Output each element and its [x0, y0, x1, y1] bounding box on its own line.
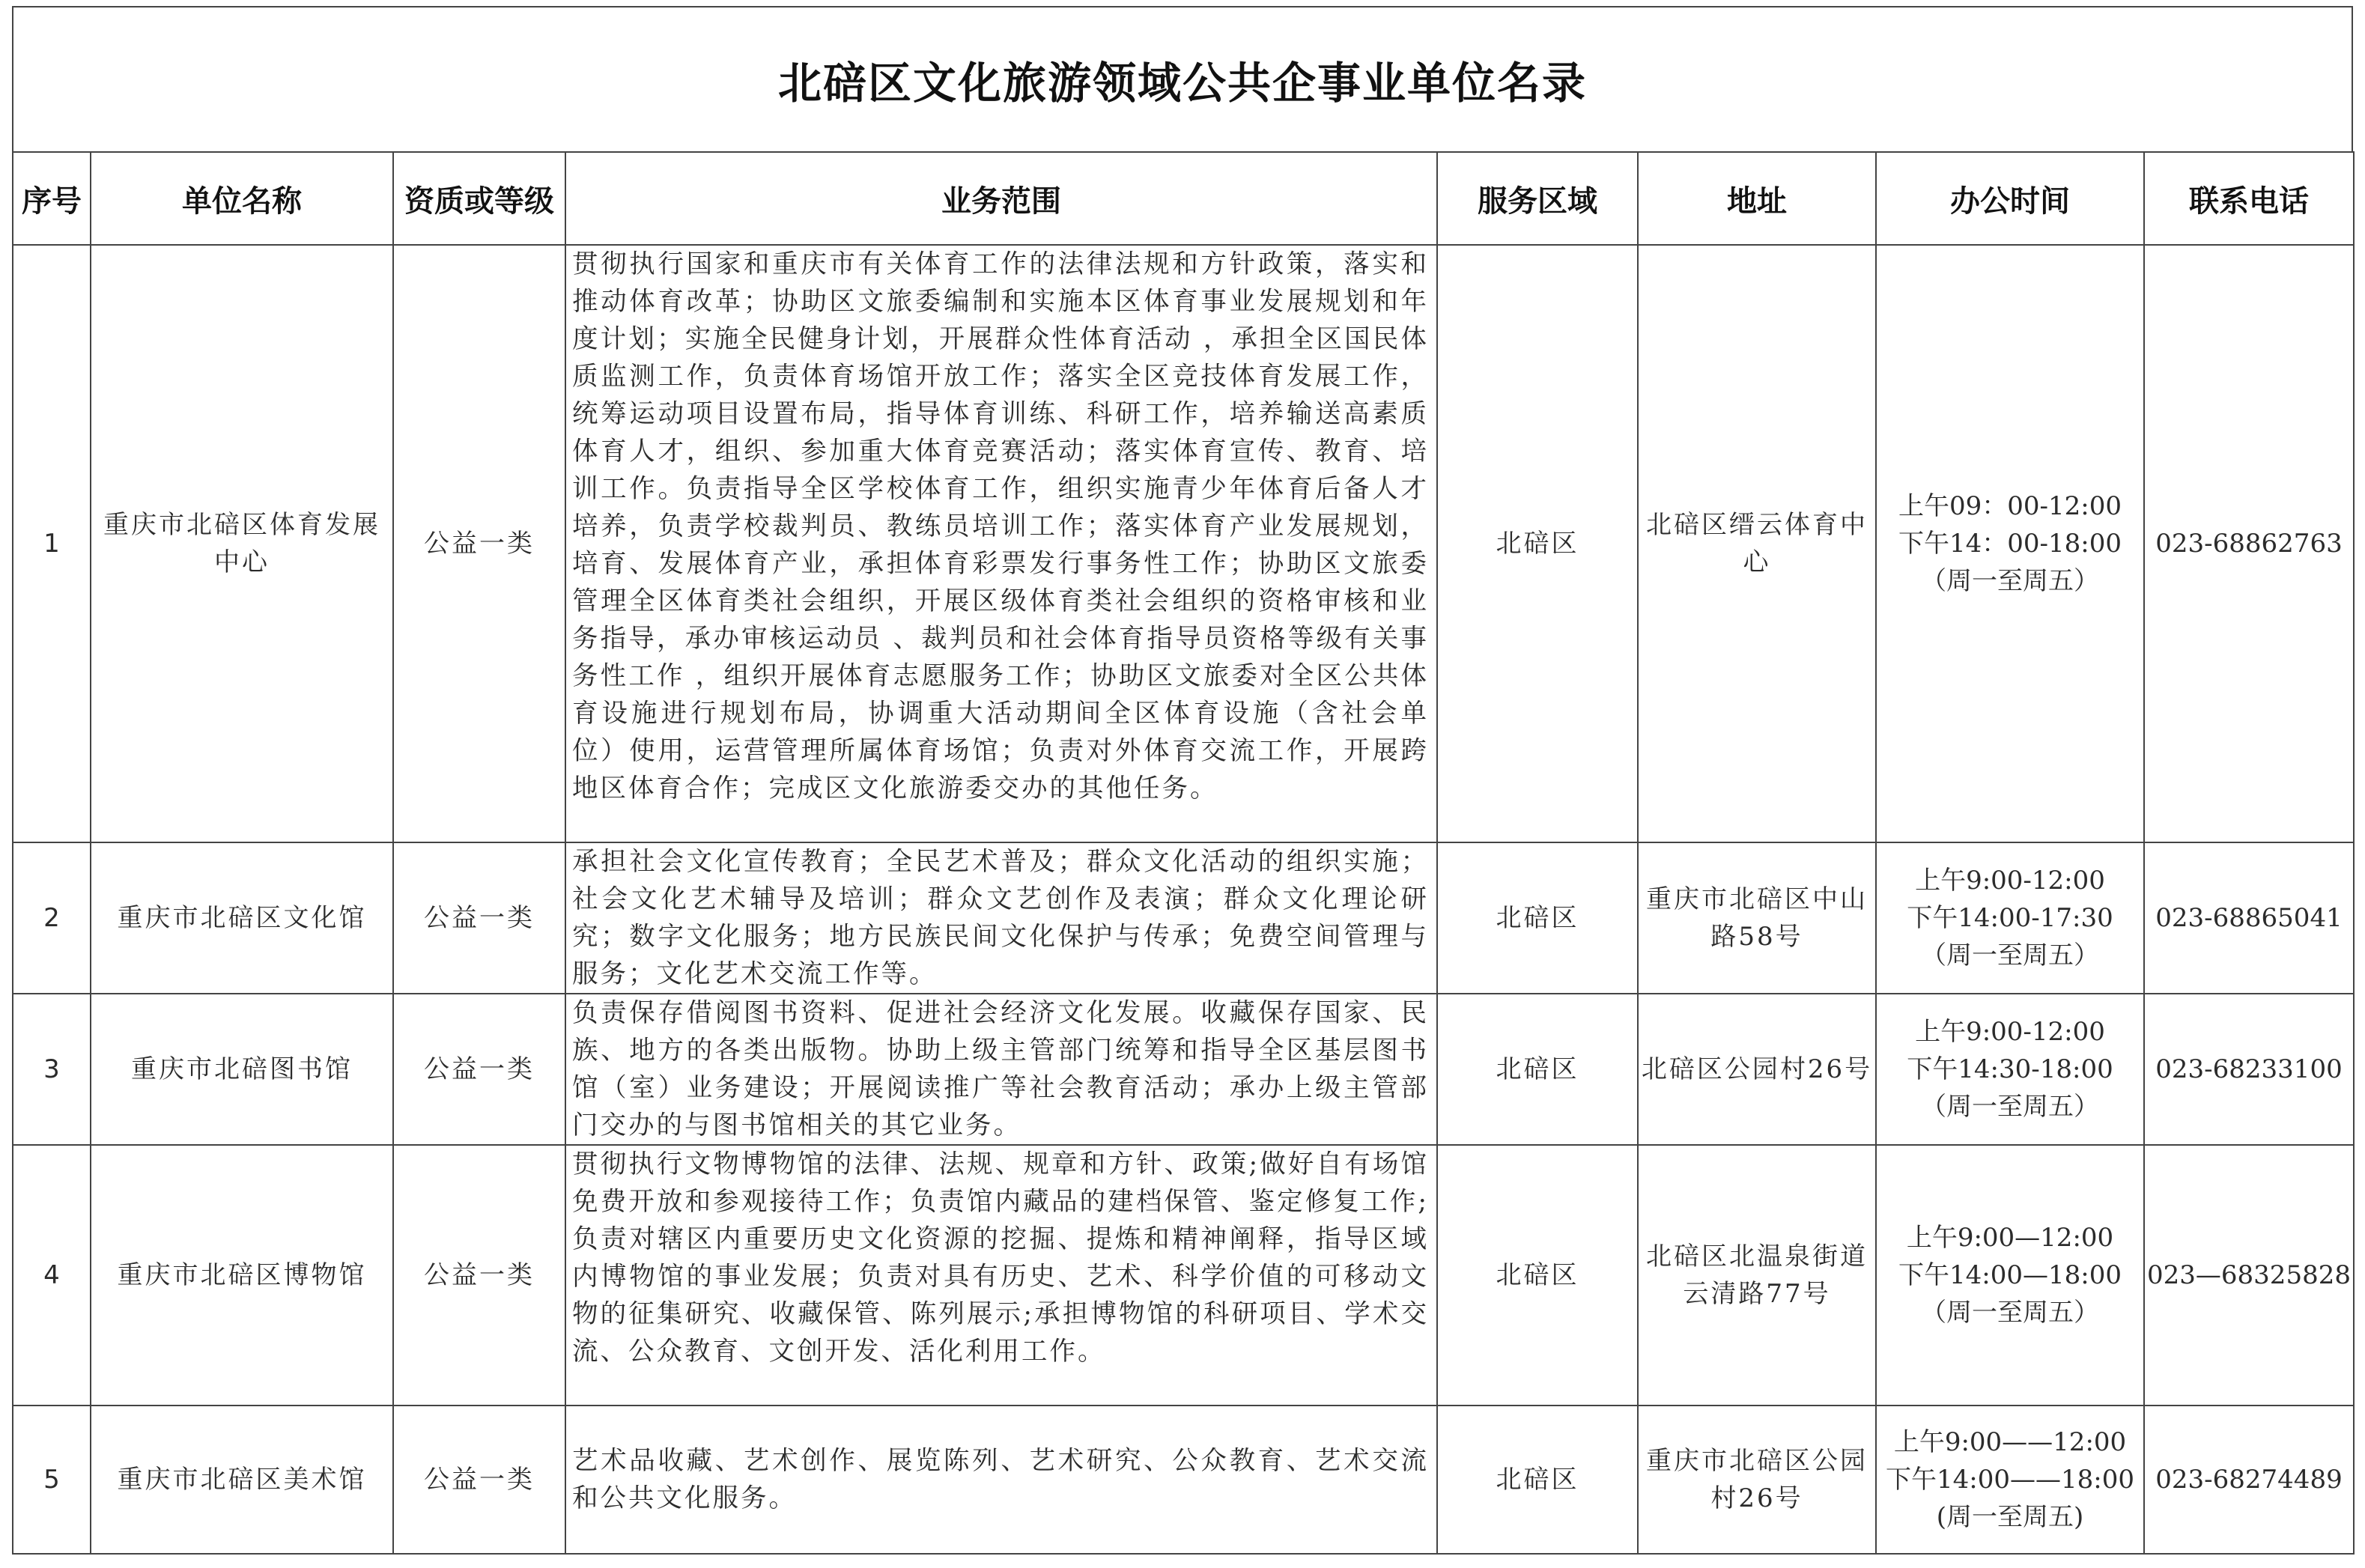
header-address: 地址 [1638, 152, 1876, 245]
header-hours: 办公时间 [1876, 152, 2144, 245]
hours-afternoon: 下午14:00—18:00 [1898, 1260, 2122, 1290]
table-row [13, 1406, 2354, 1554]
contact-phone: 023-68862763 [2144, 245, 2354, 842]
unit-name: 重庆市北碚区体育发展中心 [91, 245, 393, 842]
service-area: 北碚区 [1437, 1145, 1638, 1406]
header-index: 序号 [13, 152, 91, 245]
unit-name: 重庆市北碚图书馆 [91, 994, 393, 1145]
unit-scope: 贯彻执行国家和重庆市有关体育工作的法律法规和方针政策，落实和推动体育改革；协助区文旅委编制和实施本区体育事业发展规划和年度计划；实施全民健身计划，开展群众性体育活动 ，承担全区国民体质监测工作，负责体育场馆开放工作；落实全区竞技体育发展工作，统筹运动项目设置布局，指导体育训练、科研工作，培养输送高素质体育人才，组织、参加重大体育竞赛活动；落实体育宣传、教育、培训工作。负责指导全区学校体育工作，组织实施青少年体育后备人才培养，负责学校裁判员、教练员培训工作；落实体育产业发展规划，培育、发展体育产业，承担体育彩票发行事务性工作；协助区文旅委管理全区体育类社会组织，开展区级体育类社会组织的资格审核和业务指导，承办审核运动员 、裁判员和社会体育指导员资格等级有关事务性工作 ，组织开展体育志愿服务工作；协助区文旅委对全区公共体育设施进行规划布局，协调重大活动期间全区体育设施（含社会单位）使用，运营管理所属体育场馆；负责对外体育交流工作，开展跨地区体育合作；完成区文化旅游委交办的其他任务。 [565, 245, 1437, 842]
service-area: 北碚区 [1437, 1406, 1638, 1554]
unit-scope: 负责保存借阅图书资料、促进社会经济文化发展。收藏保存国家、民族、地方的各类出版物。协助上级主管部门统筹和指导全区基层图书馆（室）业务建设；开展阅读推广等社会教育活动；承办上级主管部门交办的与图书馆相关的其它业务。 [565, 994, 1437, 1145]
hours-days: （周一至周五） [1921, 1092, 2099, 1122]
unit-address: 北碚区公园村26号 [1638, 994, 1876, 1145]
contact-phone: 023-68865041 [2144, 842, 2354, 994]
hours-days: (周一至周五) [1936, 1502, 2084, 1532]
hours-morning: 上午9:00——12:00 [1893, 1427, 2127, 1457]
contact-phone: 023—68325828 [2144, 1145, 2354, 1406]
office-hours [1876, 994, 2144, 1145]
office-hours [1876, 1145, 2144, 1406]
unit-address: 北碚区缙云体育中心 [1638, 245, 1876, 842]
unit-name: 重庆市北碚区文化馆 [91, 842, 393, 994]
hours-morning: 上午9:00-12:00 [1915, 1017, 2105, 1047]
header-name: 单位名称 [91, 152, 393, 245]
unit-level: 公益一类 [393, 1406, 565, 1554]
unit-scope: 艺术品收藏、艺术创作、展览陈列、艺术研究、公众教育、艺术交流和公共文化服务。 [565, 1406, 1437, 1554]
table-row [13, 842, 2354, 994]
hours-afternoon: 下午14:30-18:00 [1907, 1054, 2113, 1084]
header-area: 服务区域 [1437, 152, 1638, 245]
unit-level: 公益一类 [393, 1145, 565, 1406]
office-hours [1876, 1406, 2144, 1554]
header-level: 资质或等级 [393, 152, 565, 245]
unit-level: 公益一类 [393, 842, 565, 994]
page-title: 北碚区文化旅游领域公共企事业单位名录 [777, 58, 1587, 109]
table-row [13, 1145, 2354, 1406]
header-phone: 联系电话 [2144, 152, 2354, 245]
table-row [13, 994, 2354, 1145]
row-index: 5 [13, 1406, 91, 1554]
contact-phone: 023-68274489 [2144, 1406, 2354, 1554]
row-index: 1 [13, 245, 91, 842]
row-index: 3 [13, 994, 91, 1145]
unit-level: 公益一类 [393, 245, 565, 842]
unit-scope: 贯彻执行文物博物馆的法律、法规、规章和方针、政策;做好自有场馆免费开放和参观接待工作；负责馆内藏品的建档保管、鉴定修复工作;负责对辖区内重要历史文化资源的挖掘、提炼和精神阐释，指导区域内博物馆的事业发展；负责对具有历史、艺术、科学价值的可移动文物的征集研究、收藏保管、陈列展示;承担博物馆的科研项目、学术交流、公众教育、文创开发、活化利用工作。 [565, 1145, 1437, 1406]
hours-days: （周一至周五） [1921, 1298, 2099, 1328]
header-row [13, 152, 2354, 245]
hours-afternoon: 下午14：00-18:00 [1898, 529, 2122, 559]
unit-address: 重庆市北碚区中山路58号 [1638, 842, 1876, 994]
hours-morning: 上午9:00—12:00 [1906, 1223, 2114, 1253]
row-index: 2 [13, 842, 91, 994]
service-area: 北碚区 [1437, 994, 1638, 1145]
office-hours [1876, 245, 2144, 842]
office-hours [1876, 842, 2144, 994]
title-bar [12, 6, 2353, 151]
unit-name: 重庆市北碚区博物馆 [91, 1145, 393, 1406]
unit-scope: 承担社会文化宣传教育；全民艺术普及；群众文化活动的组织实施；社会文化艺术辅导及培训；群众文艺创作及表演；群众文化理论研究；数字文化服务；地方民族民间文化保护与传承；免费空间管理与服务；文化艺术交流工作等。 [565, 842, 1437, 994]
hours-days: （周一至周五） [1921, 566, 2099, 596]
header-scope: 业务范围 [565, 152, 1437, 245]
contact-phone: 023-68233100 [2144, 994, 2354, 1145]
unit-level: 公益一类 [393, 994, 565, 1145]
hours-afternoon: 下午14:00——18:00 [1886, 1465, 2134, 1495]
hours-morning: 上午09：00-12:00 [1898, 491, 2122, 521]
hours-days: （周一至周五） [1921, 941, 2099, 970]
hours-morning: 上午9:00-12:00 [1915, 866, 2105, 896]
directory-sheet [12, 6, 2353, 1555]
unit-name: 重庆市北碚区美术馆 [91, 1406, 393, 1554]
unit-address: 北碚区北温泉街道云清路77号 [1638, 1145, 1876, 1406]
hours-afternoon: 下午14:00-17:30 [1907, 903, 2113, 933]
service-area: 北碚区 [1437, 245, 1638, 842]
service-area: 北碚区 [1437, 842, 1638, 994]
unit-address: 重庆市北碚区公园村26号 [1638, 1406, 1876, 1554]
table-row [13, 245, 2354, 842]
row-index: 4 [13, 1145, 91, 1406]
directory-table [12, 151, 2355, 1555]
